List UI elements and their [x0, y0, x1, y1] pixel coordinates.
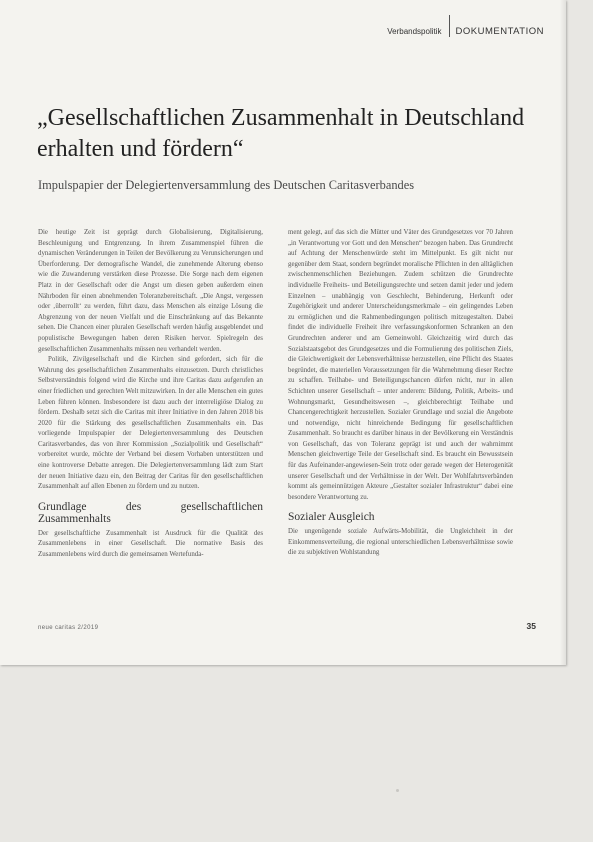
header-divider [449, 15, 450, 37]
page-number: 35 [526, 621, 536, 631]
publication-footer: neue caritas 2/2019 [38, 625, 99, 631]
text-column-right [288, 228, 513, 559]
body-paragraph: Die heutige Zeit ist geprägt durch Globalisierung, Digitalisierung, Beschleunigung und Entgrenzung. In ihrem Zusammenspiel führen die dynamischen Veränderungen in Teilen der Bevölkerung zu Verunsicherungen und Überforderung. Der demografische Wandel, die zunehmende Alterung ebenso wie die Zuwanderung verstärken diese Prozesse. Die Sorge nach dem eigenen Platz in der Gesellschaft oder die Angst um diesen geben außerdem einen Nährboden für einen abnehmenden Toleranzbereitschaft. „Die Angst, vergessen oder ‚überrollt‘ zu werden, führt dazu, dass Menschen als einzige Lösung die Abgrenzung von der neuen Vielfalt und die Einschränkung auf das Bekannte sehen. Die Chancen einer pluralen Gesellschaft werden häufig ausgeblendet und populistische Bewegungen haben deren Risiken hervor. Spielregeln des gesellschaftlichen Zusammenhalts müssen neu verhandelt werden. [38, 229, 263, 353]
section-heading: Grundlage des gesellschaftlichen Zusammenhalts [38, 500, 263, 526]
rubric-label: Verbandspolitik [387, 26, 442, 36]
body-paragraph: ment gelegt, auf das sich die Mütter und Väter des Grundgesetzes vor 70 Jahren „in Verantwortung vor Gott und den Menschen“ bezogen haben. Das Grundrecht auf Achtung der Menschenwürde steht im Mittelpunkt. Es gilt nicht nur gegenüber dem Staat, sondern begründet moralische Pflichten in den alltäglichen zwischenmenschlichen Beziehungen. Zudem schützen die Grundrechte individuelle Freiheits- und Beteiligungsrechte und setzen damit jeder und jedem Einzelnen – unabhängig von Geschlecht, Behinderung, Herkunft oder Zugehörigkeit und anderer Unterscheidungsmerkmale – ein gelingendes Leben zu ermöglichen und die Rahmenbedingungen politisch mitzugestalten. Dabei findet die individuelle Freiheit ihre verfassungskonformen Schranken an den Grundrechten anderer und am Gemeinwohl. Gleichzeitig wird durch das Sozialstaatsgebot des Grundgesetzes und die Formulierung des politischen Ziels, die Gleichwertigkeit der Lebensverhältnisse herzustellen, eine Pflicht des Staates begründet, die materiellen Voraussetzungen für die Wahrnehmung dieser Rechte zu schaffen. Teilhabe- und Beteiligungschancen dürfen nicht, nur in allen Schichten unserer Gesellschaft – unter anderem: Bildung, Politik, Arbeits- und Wohnungsmarkt, Gesundheitswesen –, gleichberechtigt Teilhabe und Chancengerechtigkeit herzustellen. Sozialer Grundlage und sozial die Angebote und notwendige, nicht hinreichende Bedingung für gesellschaftlichen Zusammenhalt. So braucht es darüber hinaus in der Bevölkerung ein Verständnis von Gesellschaft, das von Toleranz geprägt ist und auch der wahrnimmt Menschen gleichwertige Teile der Gesellschaft sind. Es braucht ein Bewusstsein für das Aufeinander-angewiesen-Sein trotz oder gerade wegen der Heterogenität unserer Gesellschaft und der Verhältnisse in der Welt. Der Wohlfahrtsverbänden kommt als gemeinnützigen Akteure „Gestalter sozialer Infrastruktur“ dabei eine besondere Verantwortung zu. [288, 229, 513, 501]
section-label: DOKUMENTATION [455, 25, 544, 37]
section-heading: Sozialer Ausgleich [288, 511, 375, 524]
text-column-left [38, 228, 263, 561]
body-paragraph: Der gesellschaftliche Zusammenhalt ist Ausdruck für die Qualität des Zusammenlebens in einer Gesellschaft. Die normative Basis des Zusammenlebens wird durch die gemeinsamen Wertefunda- [38, 529, 263, 559]
running-head [387, 25, 544, 37]
body-paragraph: Die ungenügende soziale Aufwärts-Mobilität, die Ungleichheit in der Einkommensverteilung, die regional unterschiedlichen Lebensverhältnisse sowie die zu subjektiven Wohlstandung [288, 527, 513, 557]
article-headline: „Gesellschaftlichen Zusammenhalt in Deutschland erhalten und fördern“ [37, 105, 525, 162]
body-paragraph: Politik, Zivilgesellschaft und die Kirchen sind gefordert, sich für die Wahrung des gesellschaftlichen Zusammenhalts einzusetzen. Durch christliches Selbstverständnis folgend wird die Kirche und ihre Caritas dazu aufgerufen an einer friedlichen und gerechten Welt mitzuwirken. In der alle Menschen ein gutes Leben führen können. Insbesondere ist dazu auch der interreligiöse Dialog zu fördern. Deshalb setzt sich die Caritas mit ihrer Initiative in den Jahren 2018 bis 2020 für die Stärkung des gesellschaftlichen Zusammenhalts ein. Das vorliegende Impulspapier der Delegiertenversammlung des Deutschen Caritasverbandes, das von ihrer Kommission „Sozialpolitik und Gesellschaft“ vorbereitet wurde, möchte der Verband bei diesem Vorhaben unterstützen und eine kontroverse Debatte anregen. Die Delegiertenversammlung lädt zum Start der neuen Initiative dazu ein, den Beitrag der Caritas für den gesellschaftlichen Zusammenhalt auf allen Ebenen zu fördern und zu nutzen. [38, 356, 263, 491]
article-subtitle: Impulspapier der Delegiertenversammlung des Deutschen Caritasverbandes [38, 178, 415, 192]
scan-speck [396, 789, 399, 792]
